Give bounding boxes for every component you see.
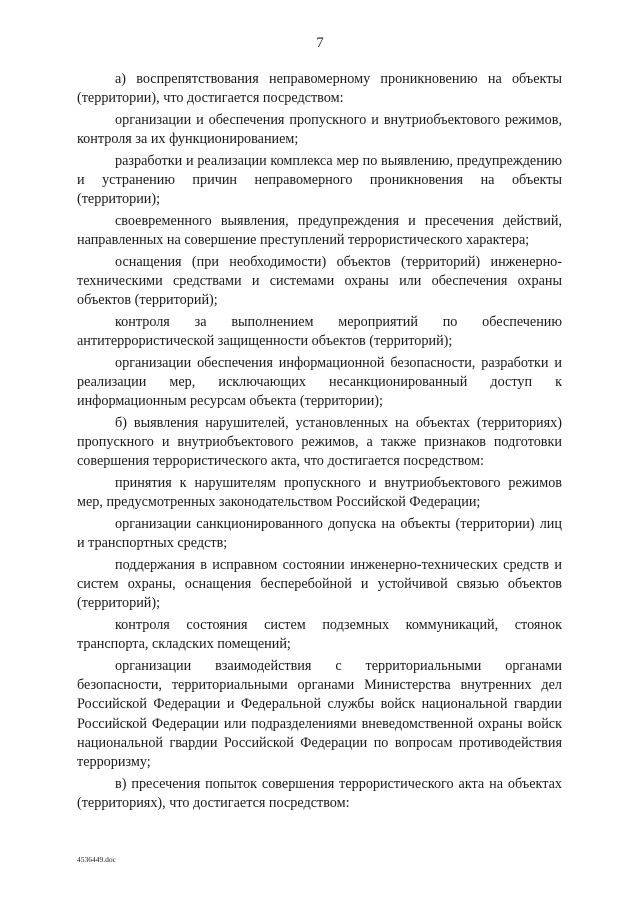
paragraph: поддержания в исправном состоянии инженерно-технических средств и систем охраны, оснащения бесперебойной и устойчивой связью объектов (территорий); <box>77 556 562 612</box>
paragraph: принятия к нарушителям пропускного и внутриобъектового режимов мер, предусмотренных законодательством Российской Федерации; <box>77 475 562 511</box>
paragraph: а) воспрепятствования неправомерному проникновению на объекты (территории), что достигается посредством: <box>77 71 562 107</box>
paragraph: организации взаимодействия с территориальными органами безопасности, территориальными органами Министерства внутренних дел Российской Федерации и Федеральной службы войск национальной гвардии Российской Федерации или подразделениями вневедомственной охраны войск национальной гвардии Российской Федерации по вопросам противодействия терроризму; <box>77 657 562 770</box>
paragraph: б) выявления нарушителей, установленных на объектах (территориях) пропускного и внутриобъектового режимов, а также признаков подготовки совершения террористического акта, что достигается посредством: <box>77 414 562 470</box>
paragraph: оснащения (при необходимости) объектов (территорий) инженерно-техническими средствами и системами охраны или обеспечения охраны объектов (территорий); <box>77 253 562 309</box>
paragraph: контроля состояния систем подземных коммуникаций, стоянок транспорта, складских помещений; <box>77 616 562 653</box>
paragraph: контроля за выполнением мероприятий по обеспечению антитеррористической защищенности объектов (территорий); <box>77 313 562 350</box>
paragraph: организации обеспечения информационной безопасности, разработки и реализации мер, исключающих несанкционированный доступ к информационным ресурсам объекта (территории); <box>77 354 562 410</box>
document-file-code: 4536449.doc <box>77 855 116 864</box>
document-body <box>77 70 562 813</box>
paragraph: организации и обеспечения пропускного и внутриобъектового режимов, контроля за их функционированием; <box>77 111 562 148</box>
page-number: 7 <box>316 35 324 51</box>
paragraph: в) пресечения попыток совершения террористического акта на объектах (территориях), что достигается посредством: <box>77 775 562 811</box>
paragraph: своевременного выявления, предупреждения и пресечения действий, направленных на совершение преступлений террористического характера; <box>77 212 562 249</box>
paragraph: разработки и реализации комплекса мер по выявлению, предупреждению и устранению причин неправомерного проникновения на объекты (территории); <box>77 152 562 208</box>
paragraph: организации санкционированного допуска на объекты (территории) лиц и транспортных средств; <box>77 515 562 552</box>
